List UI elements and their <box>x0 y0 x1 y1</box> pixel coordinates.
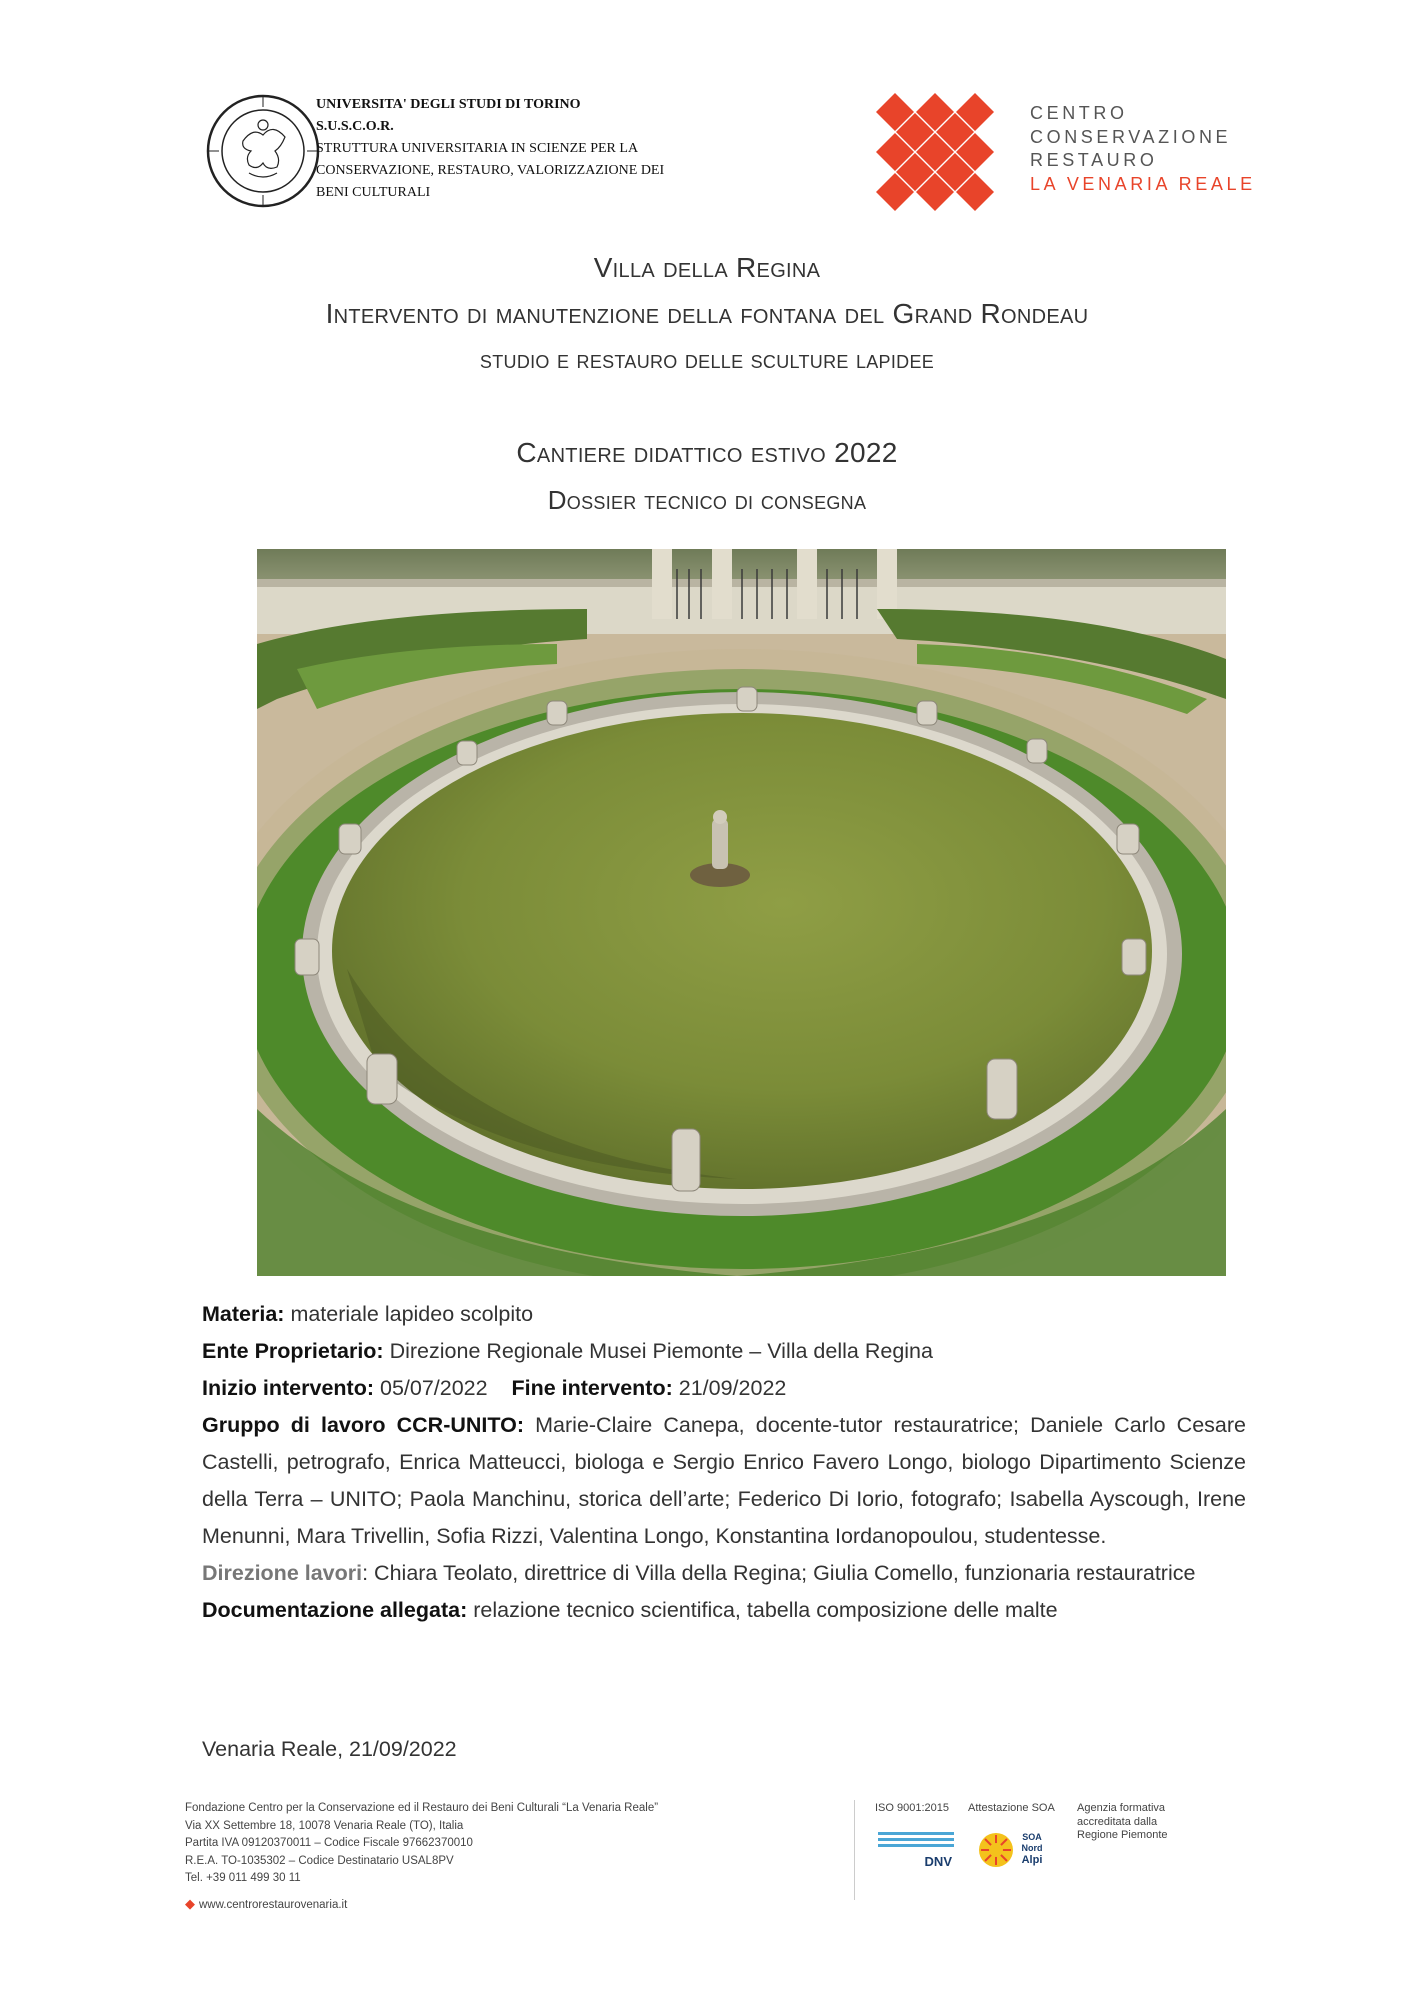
dnv-certification-logo <box>878 1830 954 1870</box>
gruppo-row <box>202 1407 1246 1555</box>
dnv-text: DNV <box>924 1854 952 1869</box>
documentazione-row <box>202 1592 1246 1629</box>
ccr-line-2: CONSERVAZIONE <box>1030 126 1232 147</box>
documentazione-value: relazione tecnico scientifica, tabella composizione delle malte <box>473 1598 1058 1622</box>
documentazione-label: Documentazione allegata: <box>202 1598 468 1622</box>
soa-nord-alpi-logo <box>976 1826 1048 1876</box>
place-date: Venaria Reale, 21/09/2022 <box>202 1737 457 1761</box>
inizio-label: Inizio intervento: <box>202 1376 374 1400</box>
university-name: UNIVERSITA' DEGLI STUDI DI TORINO <box>316 97 581 112</box>
direzione-row <box>202 1555 1246 1592</box>
gruppo-label: Gruppo di lavoro CCR-UNITO: <box>202 1413 525 1437</box>
university-acronym: S.U.S.C.O.R. <box>316 119 394 134</box>
direzione-label: Direzione lavori <box>202 1561 363 1585</box>
title-studio: studio e restauro delle sculture lapidee <box>479 346 935 374</box>
iso-caption: ISO 9001:2015 <box>875 1802 950 1814</box>
inizio-value: 05/07/2022 <box>379 1376 488 1400</box>
direzione-value: : Chiara Teolato, direttrice di Villa della Regina; Giulia Comello, funzionaria restauratrice <box>362 1561 1196 1585</box>
fountain-photo <box>257 549 1226 1276</box>
diamond-bullet-icon: ◆ <box>185 1896 195 1911</box>
footer-line-1: Fondazione Centro per la Conservazione ed il Restauro dei Beni Culturali “La Venaria Reale” <box>185 1802 659 1814</box>
footer-line-2: Via XX Settembre 18, 10078 Venaria Reale (TO), Italia <box>185 1819 464 1832</box>
soa-caption: Attestazione SOA <box>968 1802 1055 1814</box>
title-villa: Villa della Regina <box>593 252 821 283</box>
ente-row <box>202 1333 1246 1370</box>
materia-label: Materia: <box>202 1302 285 1326</box>
fine-label: Fine intervento: <box>511 1376 673 1400</box>
ccr-diamond-logo <box>876 93 994 211</box>
ccr-line-4: LA VENARIA REALE <box>1030 173 1256 194</box>
university-line-3: BENI CULTURALI <box>316 185 431 200</box>
ente-label: Ente Proprietario: <box>202 1339 384 1363</box>
footer-line-3: Partita IVA 09120370011 – Codice Fiscale 97662370010 <box>185 1837 473 1849</box>
ccr-line-1: CENTRO <box>1030 103 1128 123</box>
university-line-2: CONSERVAZIONE, RESTAURO, VALORIZZAZIONE DEI <box>316 163 665 178</box>
agency-caption: Agenzia formativa accreditata dalla Regione Piemonte <box>1077 1802 1168 1841</box>
ccr-header-text <box>1030 102 1256 196</box>
footer-website-link[interactable]: www.centrorestaurovenaria.it <box>199 1899 348 1911</box>
university-seal-logo <box>205 93 321 209</box>
footer-line-5: Tel. +39 011 499 30 11 <box>185 1872 301 1884</box>
university-line-1: STRUTTURA UNIVERSITARIA IN SCIENZE PER LA <box>316 141 639 156</box>
footer-divider <box>854 1800 855 1900</box>
footer-line-4: R.E.A. TO-1035302 – Codice Destinatario USAL8PV <box>185 1854 454 1867</box>
footer-address <box>185 1800 658 1888</box>
title-dossier: Dossier tecnico di consegna <box>547 485 867 515</box>
soa-badge-3: Alpi <box>1021 1854 1043 1866</box>
ccr-line-3: RESTAURO <box>1030 150 1158 170</box>
ente-value: Direzione Regionale Musei Piemonte – Villa della Regina <box>389 1339 933 1363</box>
materia-row <box>202 1296 1246 1333</box>
title-intervento: Intervento di manutenzione della fontana del Grand Rondeau <box>325 298 1089 329</box>
info-block <box>202 1296 1246 1629</box>
gruppo-value: Marie-Claire Canepa, docente-tutor restauratrice; Daniele Carlo Cesare Castelli, petrografo, Enrica Matteucci, biologa e Sergio Enrico Favero Longo, biologo Dipartimento Scienze della Terra – UNITO; Paola Manchinu, storica dell’arte; Federico Di Iorio, fotografo; Isabella Ayscough, Irene Menunni, Mara Trivellin, Sofia Rizzi, Valentina Longo, Konstantina Iordanopoulou, studentesse. <box>202 1413 1246 1548</box>
soa-badge-1: SOA <box>1022 1832 1042 1842</box>
materia-value: materiale lapideo scolpito <box>290 1302 534 1326</box>
dates-row <box>202 1370 1246 1407</box>
title-cantiere: Cantiere didattico estivo 2022 <box>516 437 898 468</box>
university-header-text <box>316 94 736 204</box>
soa-badge-2: Nord <box>1021 1843 1043 1853</box>
fine-value: 21/09/2022 <box>678 1376 787 1400</box>
footer-website-row <box>185 1896 347 1912</box>
